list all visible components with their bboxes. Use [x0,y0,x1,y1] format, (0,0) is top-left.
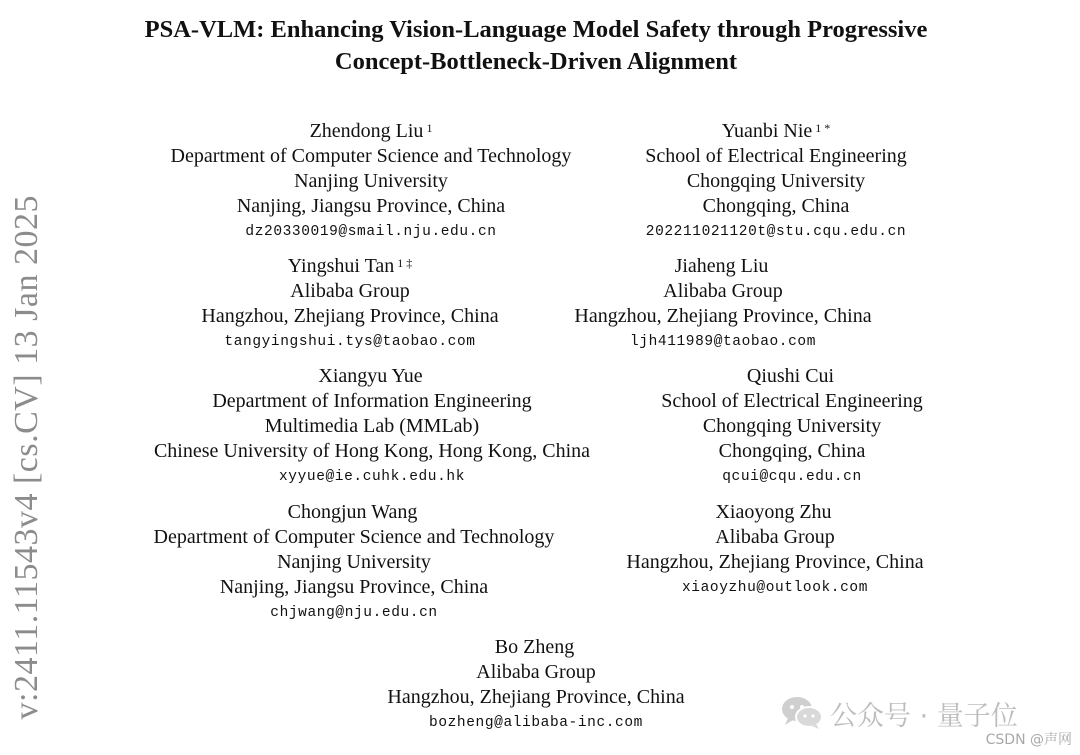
author-affiliation: Nanjing University [294,170,448,192]
author-affiliation: Chinese University of Hong Kong, Hong Kong, China [153,440,591,462]
title-line-2: Concept-Bottleneck-Driven Alignment [334,48,738,75]
author-name: Chongjun Wang [287,501,418,523]
author-name: Xiaoyong Zhu [715,501,832,523]
author-block [576,119,976,242]
author-block [161,119,581,242]
author-affiliation: Chongqing, China [718,440,866,462]
author-affiliation: Chongqing University [702,415,882,437]
author-affiliation: Alibaba Group [476,661,596,683]
author-affiliation: Department of Computer Science and Technology [153,526,555,548]
author-block [144,500,564,623]
author-affiliation: Hangzhou, Zhejiang Province, China [387,686,685,708]
author-affiliation: School of Electrical Engineering [645,145,907,167]
author-name: Yingshui Tan $^{1 \ddagger}$ [287,255,413,277]
author-affiliation: Chongqing, China [702,195,850,217]
author-name: Zhendong Liu $^1$ [309,120,433,142]
author-email: tangyingshui.tys@taobao.com [224,334,476,350]
author-block [142,364,602,487]
author-mark: 1 ‡ [397,256,413,270]
author-name: Jiaheng Liu [674,255,769,277]
author-block [625,500,925,598]
author-email: xyyue@ie.cuhk.edu.hk [278,469,466,485]
author-affiliation: Hangzhou, Zhejiang Province, China [574,305,872,327]
author-affiliation: School of Electrical Engineering [661,390,923,412]
author-email: qcui@cqu.edu.cn [722,469,862,485]
author-block [573,254,873,352]
arxiv-identifier: v:2411.11543v4 [cs.CV] 13 Jan 2025 [8,195,45,720]
author-name: Bo Zheng [494,636,575,658]
author-email: dz20330019@smail.nju.edu.cn [245,224,497,240]
author-affiliation: Department of Computer Science and Technology [170,145,572,167]
author-affiliation: Hangzhou, Zhejiang Province, China [626,551,924,573]
author-email: 202211021120t@stu.cqu.edu.cn [645,224,907,240]
author-block [386,635,686,733]
paper-title [0,14,1072,78]
author-email: bozheng@alibaba-inc.com [429,715,643,731]
author-email: ljh411989@taobao.com [629,334,817,350]
author-block [642,364,942,487]
author-email: chjwang@nju.edu.cn [270,605,438,621]
author-affiliation: Hangzhou, Zhejiang Province, China [201,305,499,327]
author-affiliation: Department of Information Engineering [212,390,532,412]
author-affiliation: Alibaba Group [715,526,835,548]
author-affiliation: Alibaba Group [290,280,410,302]
title-line-1: PSA-VLM: Enhancing Vision-Language Model Safety through Progressive [144,16,928,43]
author-block [200,254,500,352]
source-watermark: CSDN @声网 [985,732,1072,748]
author-name: Yuanbi Nie $^{1 *}$ [721,120,831,142]
author-affiliation: Nanjing, Jiangsu Province, China [219,576,489,598]
author-email: xiaoyzhu@outlook.com [681,580,869,596]
author-affiliation: Nanjing, Jiangsu Province, China [236,195,506,217]
author-affiliation: Chongqing University [686,170,866,192]
author-name: Xiangyu Yue [318,365,423,387]
author-name: Qiushi Cui [746,365,835,387]
wechat-icon [780,695,824,731]
author-affiliation: Multimedia Lab (MMLab) [264,415,480,437]
author-mark: 1 [426,121,433,135]
author-affiliation: Alibaba Group [663,280,783,302]
author-affiliation: Nanjing University [277,551,431,573]
wechat-watermark [780,693,1018,733]
author-mark: 1 * [815,121,831,135]
watermark-text: 公众号 · 量子位 [830,700,1018,732]
